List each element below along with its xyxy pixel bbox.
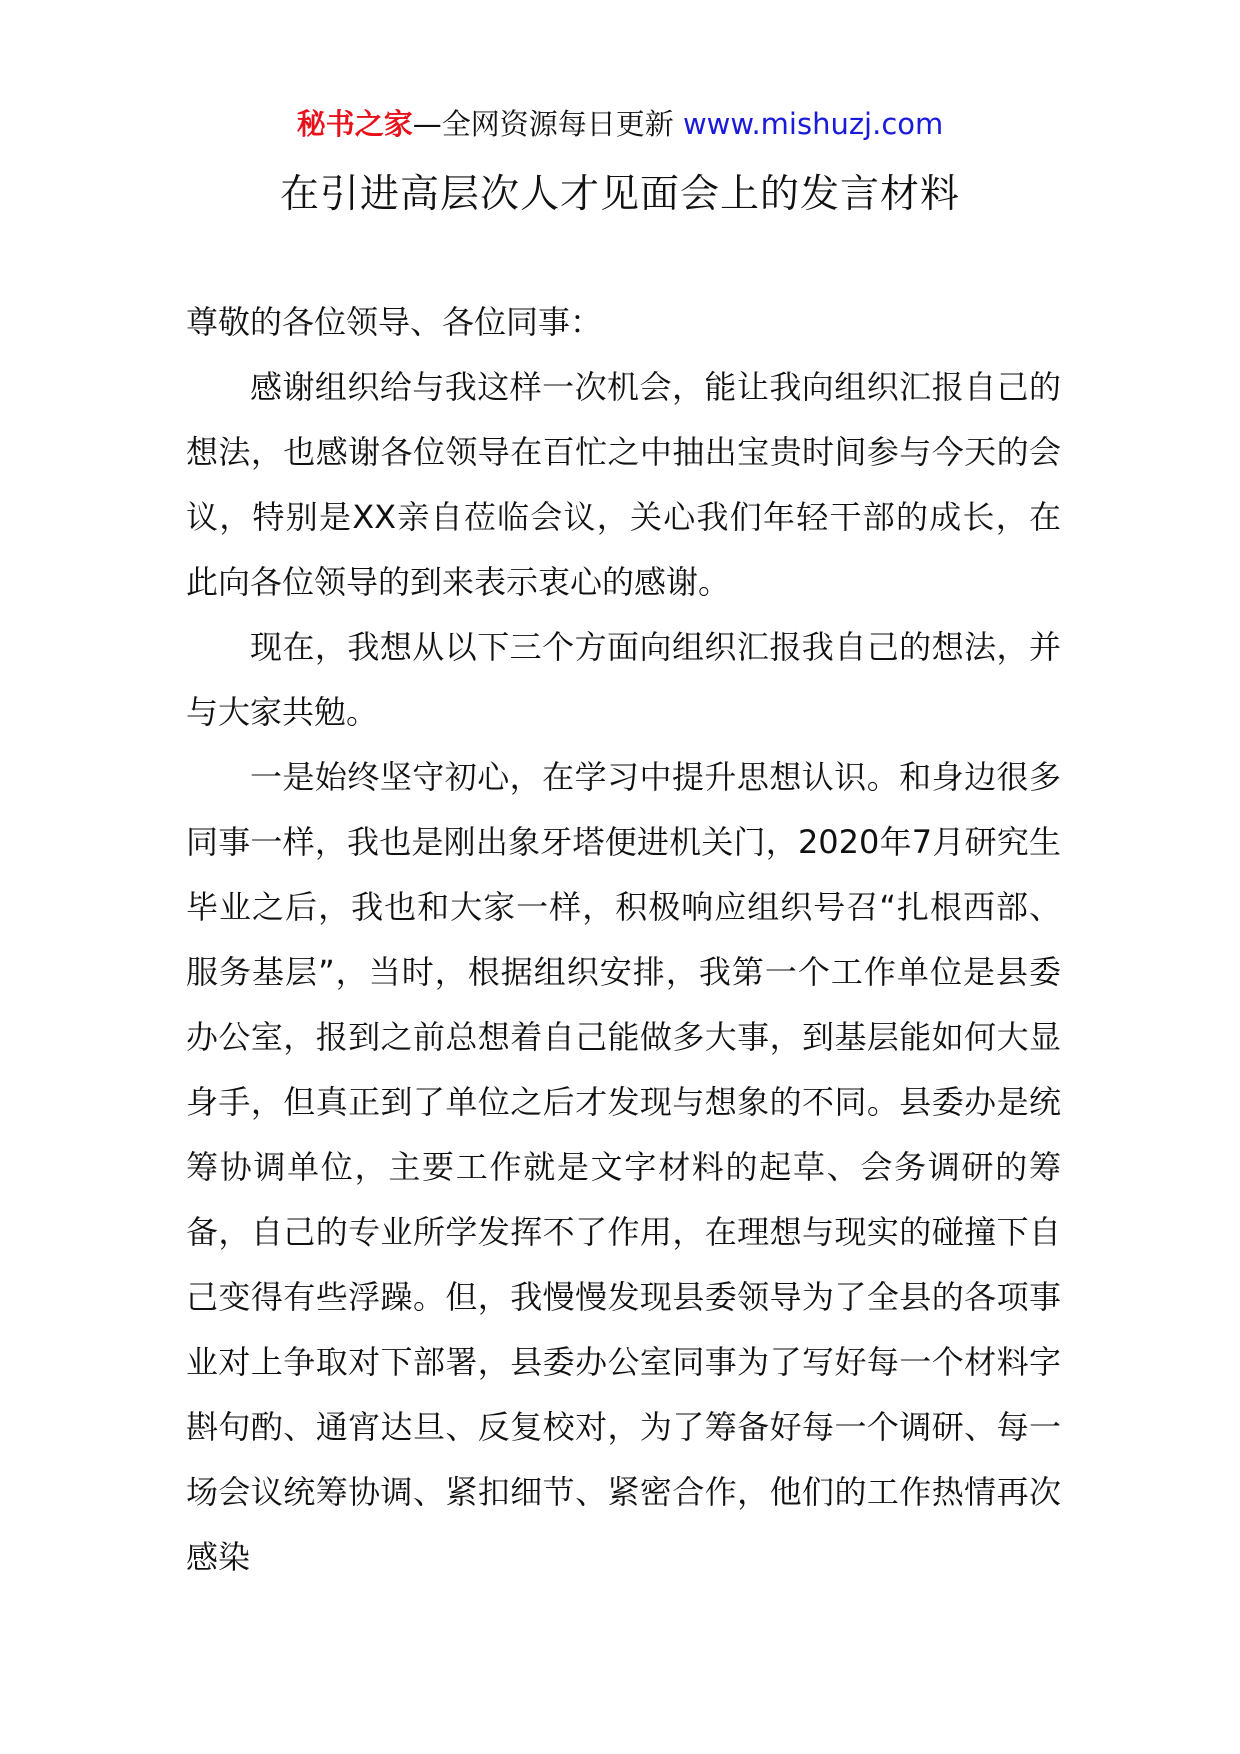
document-title: 在引进高层次人才见面会上的发言材料 — [279, 172, 960, 217]
paragraph-1: 感谢组织给与我这样一次机会，能让我向组织汇报自己的想法，也感谢各位领导在百忙之中抽出宝贵时间参与今天的会议，特别是XX亲自莅临会议，关心我们年轻干部的成长，在此向各位领导的到来表示衷心的感谢。 — [186, 368, 1061, 601]
salutation: 尊敬的各位领导、各位同事： — [186, 303, 603, 341]
brand-name: 秘书之家 — [296, 107, 413, 141]
site-url-link[interactable]: www.mishuzj.com — [682, 107, 944, 141]
document-body — [186, 290, 1061, 1590]
paragraph-2: 现在，我想从以下三个方面向组织汇报我自己的想法，并与大家共勉。 — [186, 628, 1061, 731]
site-header — [0, 104, 1240, 144]
paragraph-3: 一是始终坚守初心，在学习中提升思想认识。和身边很多同事一样，我也是刚出象牙塔便进机关门，2020年7月研究生毕业之后，我也和大家一样，积极响应组织号召“扎根西部、服务基层”，当时，根据组织安排，我第一个工作单位是县委办公室，报到之前总想着自己能做多大事，到基层能如何大显身手，但真正到了单位之后才发现与想象的不同。县委办是统筹协调单位，主要工作就是文字材料的起草、会务调研的筹备，自己的专业所学发挥不了作用，在理想与现实的碰撞下自己变得有些浮躁。但，我慢慢发现县委领导为了全县的各项事业对上争取对下部署，县委办公室同事为了写好每一个材料字斟句酌、通宵达旦、反复校对，为了筹备好每一个调研、每一场会议统筹协调、紧扣细节、紧密合作，他们的工作热情再次感染 — [186, 758, 1061, 1576]
header-tagline: —全网资源每日更新 — [412, 107, 674, 141]
